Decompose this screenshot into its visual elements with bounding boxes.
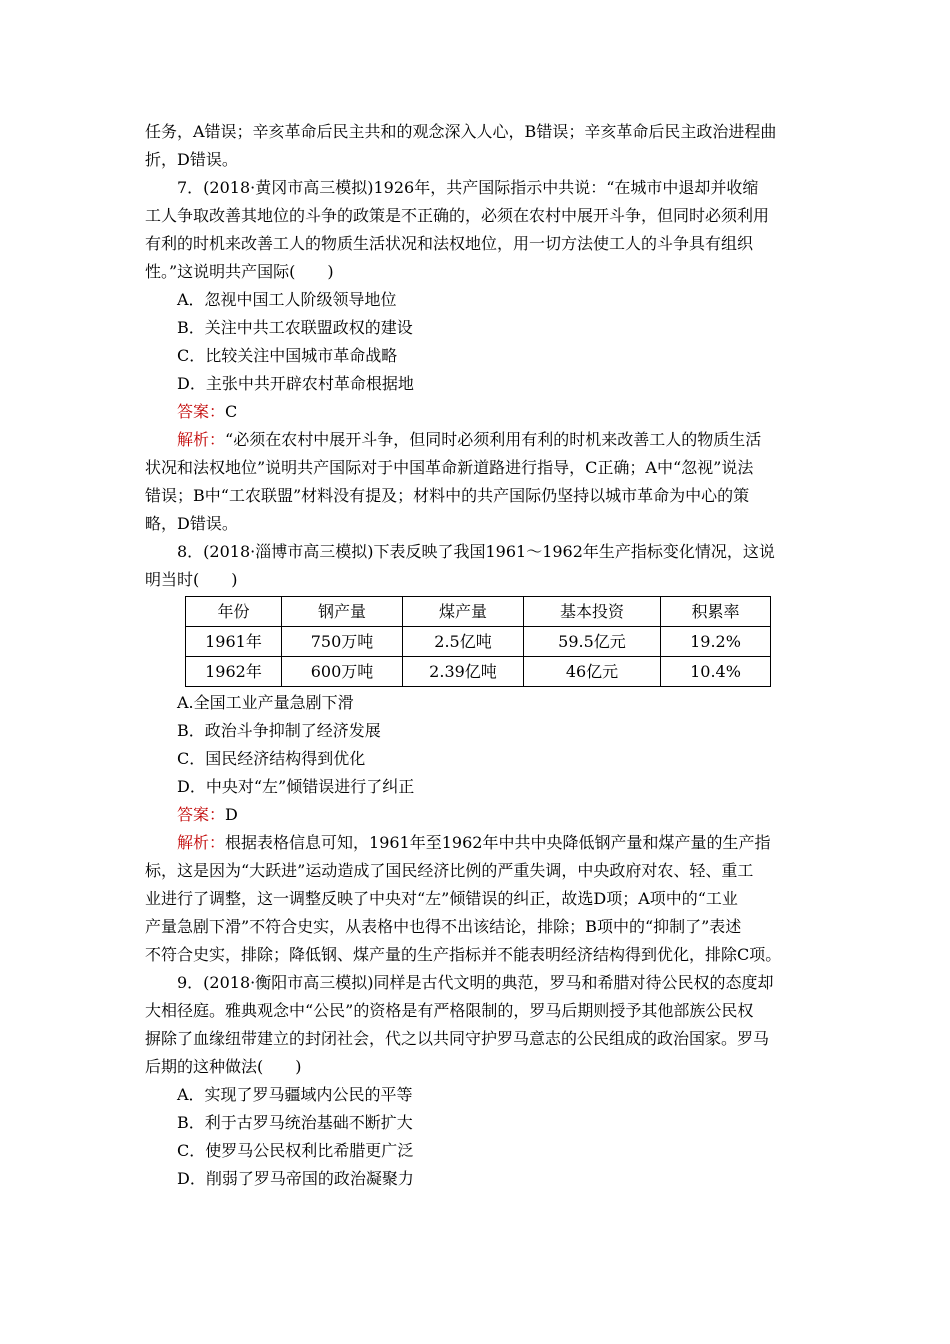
table-header-cell: 基本投资: [524, 597, 661, 627]
table-cell: 600万吨: [282, 657, 403, 687]
question-stem-line: 大相径庭。雅典观念中“公民”的资格是有严格限制的，罗马后期则授予其他部族公民权: [145, 1001, 754, 1020]
question-stem-line: 性。”这说明共产国际( ): [145, 262, 334, 281]
analysis-line: 略，D错误。: [145, 514, 238, 533]
intro-line: 折，D错误。: [145, 150, 238, 169]
analysis-text: 根据表格信息可知，1961年至1962年中共中央降低钢产量和煤产量的生产指: [225, 833, 771, 852]
analysis-line: 标，这是因为“大跃进”运动造成了国民经济比例的严重失调，中央政府对农、轻、重工: [145, 861, 754, 880]
analysis-line: 不符合史实，排除；降低钢、煤产量的生产指标并不能表明经济结构得到优化，排除C项。: [145, 945, 782, 964]
table-cell: 1962年: [186, 657, 282, 687]
question-stem-line: 工人争取改善其地位的斗争的政策是不正确的，必须在农村中展开斗争，但同时必须利用: [145, 206, 770, 225]
analysis-label: 解析：: [177, 833, 226, 852]
question-stem-line: 有利的时机来改善工人的物质生活状况和法权地位，用一切方法使工人的斗争具有组织: [145, 234, 754, 253]
answer-label: 答案：: [177, 402, 226, 421]
option-c: C．使罗马公民权利比希腊更广泛: [177, 1141, 414, 1160]
option-d: D．主张中共开辟农村革命根据地: [177, 374, 414, 393]
production-table: [185, 596, 771, 687]
question-8: [145, 538, 810, 969]
table-cell: 2.5亿吨: [403, 627, 524, 657]
table-header-cell: 煤产量: [403, 597, 524, 627]
analysis-label: 解析：: [177, 430, 226, 449]
analysis-line: 状况和法权地位”说明共产国际对于中国革命新道路进行指导，C正确；A中“忽视”说法: [145, 458, 754, 477]
question-stem-line: 明当时( ): [145, 570, 238, 589]
analysis-line: 错误；B中“工农联盟”材料没有提及；材料中的共产国际仍坚持以城市革命为中心的策: [145, 486, 750, 505]
option-d: D．削弱了罗马帝国的政治凝聚力: [177, 1169, 414, 1188]
table-header-cell: 年份: [186, 597, 282, 627]
question-7: [145, 174, 810, 538]
analysis-line: 产量急剧下滑”不符合史实，从表格中也得不出该结论，排除；B项中的“抑制了”表述: [145, 917, 742, 936]
question-stem-line: 8．(2018·淄博市高三模拟)下表反映了我国1961～1962年生产指标变化情况，这说: [177, 542, 775, 561]
answer-line: [145, 801, 810, 829]
table-header-cell: 钢产量: [282, 597, 403, 627]
option-b: B．政治斗争抑制了经济发展: [177, 721, 381, 740]
analysis-line: 业进行了调整，这一调整反映了中央对“左”倾错误的纠正，故选D项；A项中的“工业: [145, 889, 738, 908]
option-b: B．关注中共工农联盟政权的建设: [177, 318, 413, 337]
table-cell: 1961年: [186, 627, 282, 657]
option-d: D．中央对“左”倾错误进行了纠正: [177, 777, 415, 796]
table-header-row: [186, 597, 771, 627]
answer-value: C: [225, 402, 238, 421]
table-cell: 46亿元: [524, 657, 661, 687]
question-9: [145, 969, 810, 1193]
table-header-cell: 积累率: [661, 597, 771, 627]
table-row: [186, 627, 771, 657]
table-cell: 10.4%: [661, 657, 771, 687]
option-a: A.全国工业产量急剧下滑: [177, 693, 354, 712]
analysis-text: “必须在农村中展开斗争，但同时必须利用有利的时机来改善工人的物质生活: [225, 430, 762, 449]
analysis-line: [145, 426, 810, 454]
question-stem-line: 9．(2018·衡阳市高三模拟)同样是古代文明的典范，罗马和希腊对待公民权的态度却: [177, 973, 774, 992]
option-a: A．实现了罗马疆域内公民的平等: [177, 1085, 413, 1104]
intro-line: 任务，A错误；辛亥革命后民主共和的观念深入人心，B错误；辛亥革命后民主政治进程曲: [145, 122, 777, 141]
answer-line: [145, 398, 810, 426]
table-cell: 750万吨: [282, 627, 403, 657]
question-stem-line: 7．(2018·黄冈市高三模拟)1926年，共产国际指示中共说：“在城市中退却并收缩: [177, 178, 759, 197]
table-cell: 59.5亿元: [524, 627, 661, 657]
table-cell: 2.39亿吨: [403, 657, 524, 687]
question-stem-line: 摒除了血缘纽带建立的封闭社会，代之以共同守护罗马意志的公民组成的政治国家。罗马: [145, 1029, 770, 1048]
option-c: C．比较关注中国城市革命战略: [177, 346, 398, 365]
option-b: B．利于古罗马统治基础不断扩大: [177, 1113, 413, 1132]
option-a: A．忽视中国工人阶级领导地位: [177, 290, 397, 309]
table-cell: 19.2%: [661, 627, 771, 657]
option-c: C．国民经济结构得到优化: [177, 749, 366, 768]
answer-label: 答案：: [177, 805, 226, 824]
table-row: [186, 657, 771, 687]
analysis-line: [145, 829, 810, 857]
document-page: [145, 118, 810, 1193]
answer-value: D: [225, 805, 238, 824]
question-stem-line: 后期的这种做法( ): [145, 1057, 302, 1076]
